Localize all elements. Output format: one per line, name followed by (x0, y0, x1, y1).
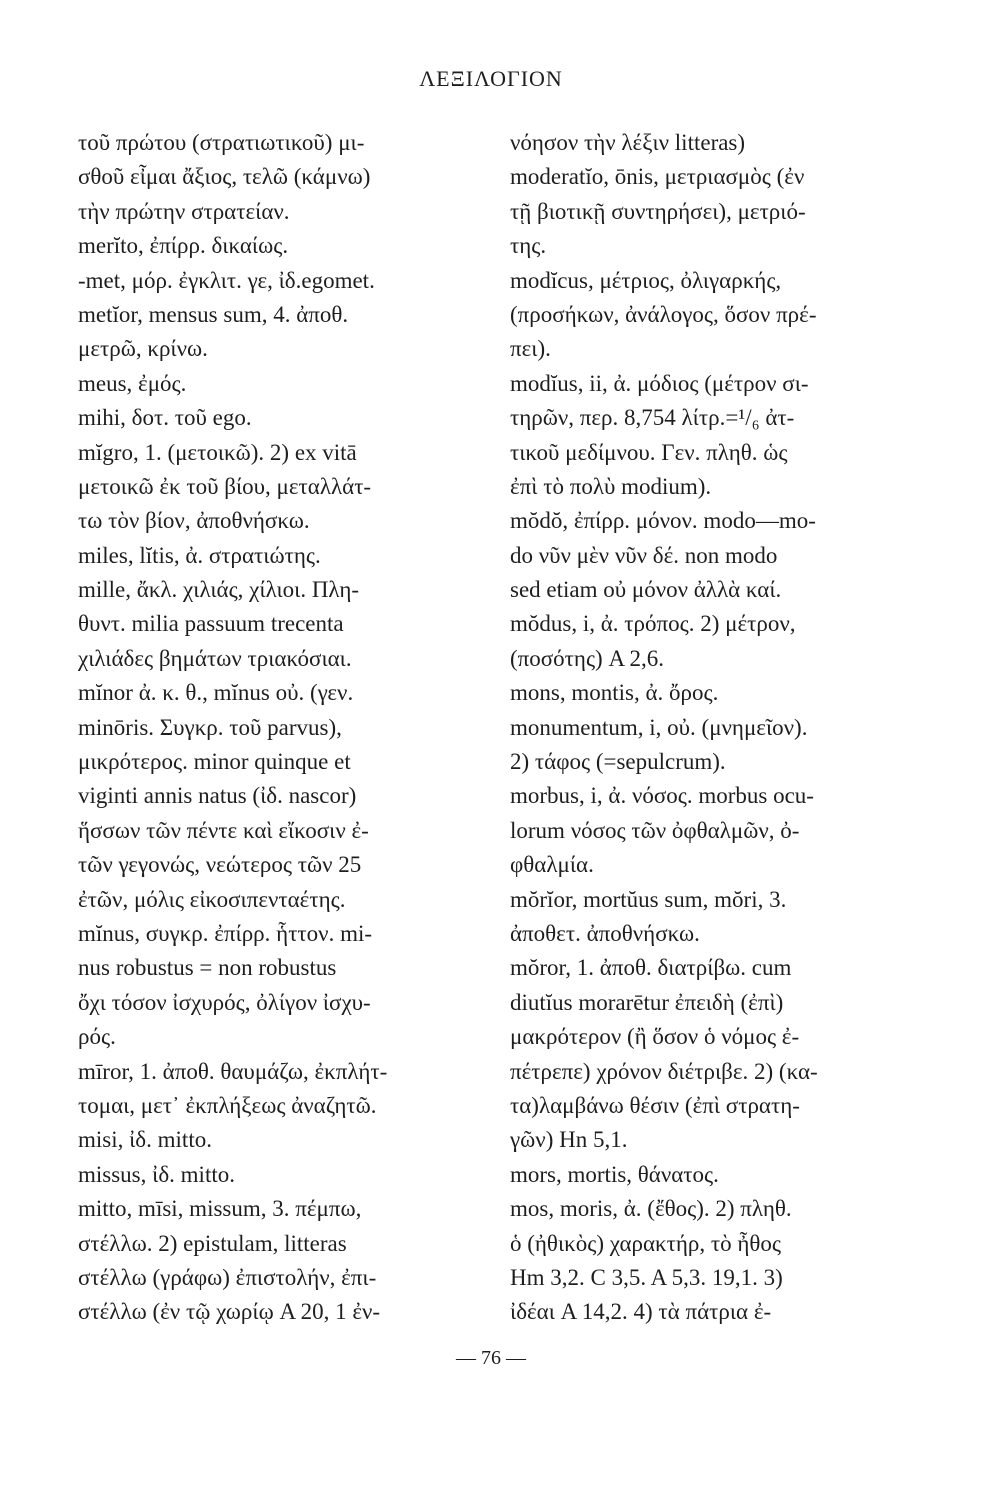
text-line: τῶν γεγονώς, νεώτερος τῶν 25 (78, 852, 362, 878)
text-line: ὁ (ἠθικὸς) χαρακτήρ, τὸ ἦθος (510, 1230, 782, 1256)
text-line: nus robustus = non robustus (78, 955, 337, 981)
text-line: τηρῶν, περ. 8,754 λίτρ.=¹/₆ ἀτ- (510, 405, 795, 431)
text-line: mĭgro, 1. (μετοικῶ). 2) ex vitā (78, 439, 357, 465)
text-line: ρός. (78, 1024, 116, 1050)
text-line: μακρότερον (ἢ ὅσον ὁ νόμος ἐ- (510, 1024, 800, 1050)
text-line: ὄχι τόσον ἰσχυρός, ὀλίγον ἰσχυ- (78, 989, 371, 1015)
text-line: mitto, mīsi, missum, 3. πέμπω, (78, 1196, 362, 1222)
text-line: τα)λαμβάνω θέσιν (ἐπὶ στρατη- (510, 1092, 800, 1118)
text-line: χιλιάδες βημάτων τριακόσιαι. (78, 645, 352, 671)
text-line: meus, ἐμός. (78, 370, 187, 396)
text-line: -met, μόρ. ἐγκλιτ. γε, ἰδ.egomet. (78, 267, 375, 293)
text-line: ἀποθετ. ἀποθνήσκω. (510, 920, 700, 946)
text-line: diutĭus morarētur ἐπειδὴ (ἐπὶ) (510, 989, 784, 1015)
text-line: στέλλω. 2) epistulam, litteras (78, 1230, 347, 1256)
text-line: miles, lĭtis, ἀ. στρατιώτης. (78, 542, 321, 568)
text-line: mille, ἄκλ. χιλιάς, χίλιοι. Πλη- (78, 577, 360, 603)
text-line: mŏror, 1. ἀποθ. διατρίβω. cum (510, 955, 792, 981)
text-line: ἐπὶ τὸ πολὺ modium). (510, 473, 712, 499)
text-line: 2) τάφος (=sepulcrum). (510, 749, 726, 775)
text-line: στέλλω (ἐν τῷ χωρίῳ A 20, 1 ἐν- (78, 1299, 381, 1325)
text-line: monumentum, i, οὐ. (μνημεῖον). (510, 714, 808, 740)
text-line: modĭcus, μέτριος, ὀλιγαρκής, (510, 267, 782, 293)
text-line: mihi, δοτ. τοῦ ego. (78, 405, 252, 431)
text-line: lorum νόσος τῶν ὀφθαλμῶν, ὀ- (510, 817, 800, 843)
right-column (510, 126, 906, 1330)
text-line: μετρῶ, κρίνω. (78, 336, 208, 362)
text-line: morbus, i, ἀ. νόσος. morbus ocu- (510, 783, 814, 809)
text-line: τομαι, μετ᾽ ἐκπλήξεως ἀναζητῶ. (78, 1092, 377, 1118)
text-line: ἰδέαι A 14,2. 4) τὰ πάτρια ἐ- (510, 1299, 772, 1325)
text-line: ἐτῶν, μόλις εἰκοσιπενταέτης. (78, 886, 346, 912)
text-line: ἥσσων τῶν πέντε καὶ εἴκοσιν ἐ- (78, 817, 369, 843)
text-line: modĭus, ii, ἀ. μόδιος (μέτρον σι- (510, 370, 809, 396)
text-line: mīror, 1. ἀποθ. θαυμάζω, ἐκπλήτ- (78, 1058, 388, 1084)
text-line: (ποσότης) A 2,6. (510, 645, 665, 671)
text-line: minōris. Συγκρ. τοῦ parvus), (78, 714, 342, 740)
text-line: μετοικῶ ἐκ τοῦ βίου, μεταλλάτ- (78, 473, 372, 499)
text-line: πέτρεπε) χρόνον διέτριβε. 2) (κα- (510, 1058, 818, 1084)
text-line: (προσήκων, ἀνάλογος, ὅσον πρέ- (510, 301, 817, 327)
text-line: γῶν) Hn 5,1. (510, 1127, 628, 1153)
page-header: ΛΕΞΙΛΟΓΙΟΝ (419, 66, 563, 91)
page-number: — 76 — (456, 1347, 526, 1369)
text-line: missus, ἰδ. mitto. (78, 1161, 235, 1187)
text-line: misi, ἰδ. mitto. (78, 1127, 212, 1153)
text-line: θυντ. milia passuum trecenta (78, 611, 344, 637)
text-line: σθοῦ εἶμαι ἄξιος, τελῶ (κάμνω) (78, 164, 371, 190)
text-line: mors, mortis, θάνατος. (510, 1161, 719, 1187)
text-line: viginti annis natus (ἰδ. nascor) (78, 783, 357, 809)
text-line: mŏdŏ, ἐπίρρ. μόνον. modo—mo- (510, 508, 816, 534)
text-line: στέλλω (γράφω) ἐπιστολήν, ἐπι- (78, 1264, 377, 1290)
text-line: mons, montis, ἀ. ὄρος. (510, 680, 719, 706)
text-line: της. (510, 233, 547, 259)
text-line: τῇ βιοτικῇ συντηρήσει), μετριό- (510, 198, 806, 224)
text-line: mŏrĭor, mortŭus sum, mŏri, 3. (510, 886, 787, 912)
text-line: τοῦ πρώτου (στρατιωτικοῦ) μι- (78, 130, 365, 155)
text-line: νόησον τὴν λέξιν litteras) (510, 130, 746, 155)
text-line: φθαλμία. (510, 852, 594, 878)
text-line: mŏdus, i, ἀ. τρόπος. 2) μέτρον, (510, 611, 796, 637)
text-line: sed etiam οὐ μόνον ἀλλὰ καί. (510, 577, 782, 603)
text-line: mĭnor ἀ. κ. θ., mĭnus οὐ. (γεν. (78, 680, 354, 706)
text-line: τικοῦ μεδίμνου. Γεν. πληθ. ὡς (510, 439, 788, 465)
text-line: τὴν πρώτην στρατείαν. (78, 198, 290, 224)
left-column (78, 126, 476, 1330)
text-line: mos, moris, ἀ. (ἔθος). 2) πληθ. (510, 1196, 792, 1222)
text-line: merĭto, ἐπίρρ. δικαίως. (78, 233, 289, 259)
text-line: μικρότερος. minor quinque et (78, 749, 351, 775)
text-line: metĭor, mensus sum, 4. ἀποθ. (78, 301, 349, 327)
text-line: Hm 3,2. C 3,5. A 5,3. 19,1. 3) (510, 1264, 783, 1290)
text-line: τω τὸν βίον, ἀποθνήσκω. (78, 508, 310, 534)
text-line: moderatĭo, ōnis, μετριασμὸς (ἐν (510, 164, 805, 190)
text-line: do νῦν μὲν νῦν δέ. non modo (510, 542, 778, 568)
text-line: mĭnus, συγκρ. ἐπίρρ. ἧττον. mi- (78, 920, 373, 946)
text-line: πει). (510, 336, 551, 362)
